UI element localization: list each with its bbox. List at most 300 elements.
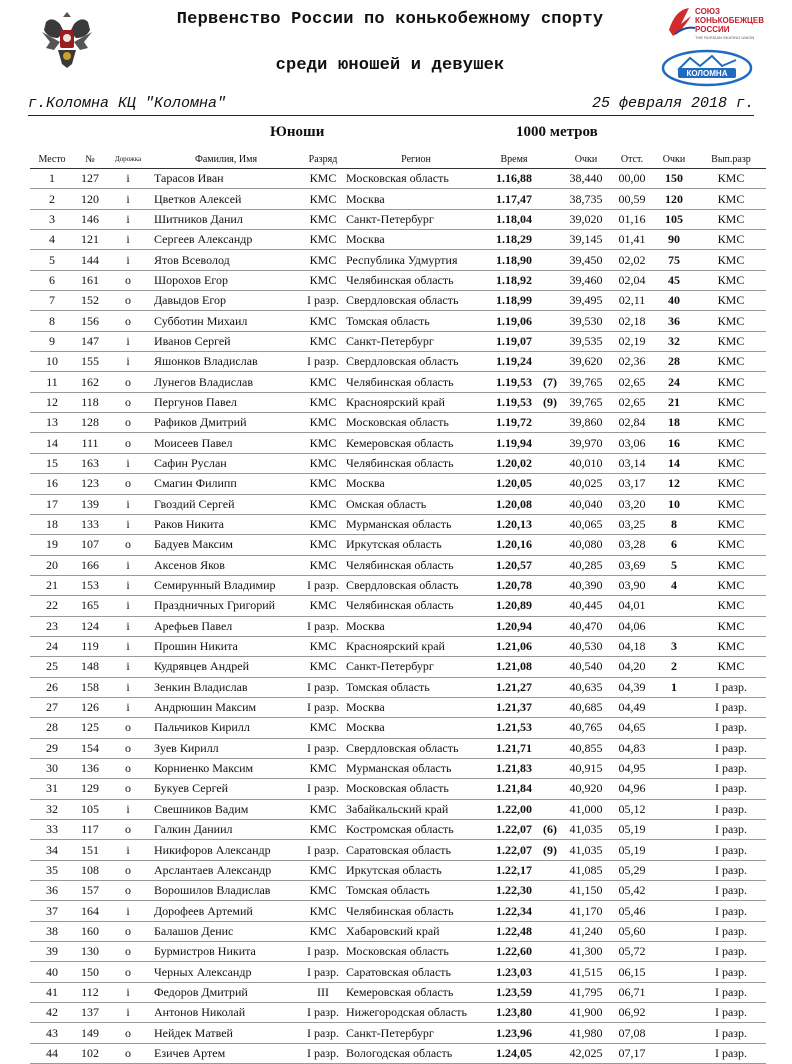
- cell-region: Иркутская область: [344, 535, 488, 555]
- cell-time: 1.20,94: [488, 616, 540, 636]
- col-header-gap: Отст.: [612, 150, 652, 169]
- cell-rank: КМС: [302, 209, 344, 229]
- cell-achieved-rank: КМС: [696, 189, 766, 209]
- cell-points: 40,010: [560, 453, 612, 473]
- col-header-number: №: [74, 150, 106, 169]
- cell-place: 1: [30, 169, 74, 189]
- cell-name: Езичев Артем: [150, 1043, 302, 1063]
- cell-tiebreak: [540, 596, 560, 616]
- cell-points: 39,450: [560, 250, 612, 270]
- cell-score: [652, 982, 696, 1002]
- table-row: [30, 636, 766, 656]
- cell-lane: i: [106, 657, 150, 677]
- cell-name: Яшонков Владислав: [150, 352, 302, 372]
- cell-number: 111: [74, 433, 106, 453]
- cell-number: 126: [74, 697, 106, 717]
- cell-rank: КМС: [302, 820, 344, 840]
- cell-rank: I разр.: [302, 291, 344, 311]
- cell-number: 154: [74, 738, 106, 758]
- table-row: [30, 433, 766, 453]
- table-row: [30, 535, 766, 555]
- cell-tiebreak: [540, 942, 560, 962]
- cell-gap: 04,95: [612, 758, 652, 778]
- cell-place: 7: [30, 291, 74, 311]
- cell-region: Омская область: [344, 494, 488, 514]
- cell-points: 41,795: [560, 982, 612, 1002]
- cell-points: 41,035: [560, 820, 612, 840]
- cell-region: Москва: [344, 616, 488, 636]
- cell-tiebreak: [540, 799, 560, 819]
- cell-achieved-rank: КМС: [696, 311, 766, 331]
- cell-rank: КМС: [302, 758, 344, 778]
- cell-time: 1.22,60: [488, 942, 540, 962]
- col-header-tiebreak: [540, 150, 560, 169]
- cell-number: 127: [74, 169, 106, 189]
- cell-time: 1.22,30: [488, 881, 540, 901]
- table-row: [30, 453, 766, 473]
- cell-number: 157: [74, 881, 106, 901]
- cell-lane: i: [106, 169, 150, 189]
- cell-gap: 03,14: [612, 453, 652, 473]
- cell-achieved-rank: I разр.: [696, 1003, 766, 1023]
- cell-points: 41,035: [560, 840, 612, 860]
- cell-time: 1.19,53: [488, 392, 540, 412]
- cell-region: Свердловская область: [344, 738, 488, 758]
- cell-name: Сафин Руслан: [150, 453, 302, 473]
- cell-rank: КМС: [302, 514, 344, 534]
- cell-gap: 04,96: [612, 779, 652, 799]
- cell-number: 164: [74, 901, 106, 921]
- cell-region: Челябинская область: [344, 270, 488, 290]
- cell-score: 14: [652, 453, 696, 473]
- cell-name: Смагин Филипп: [150, 474, 302, 494]
- cell-number: 136: [74, 758, 106, 778]
- cell-number: 155: [74, 352, 106, 372]
- cell-name: Кудрявцев Андрей: [150, 657, 302, 677]
- col-header-name: Фамилия, Имя: [150, 150, 302, 169]
- cell-score: [652, 1043, 696, 1063]
- cell-gap: 02,02: [612, 250, 652, 270]
- cell-place: 40: [30, 962, 74, 982]
- cell-lane: i: [106, 514, 150, 534]
- cell-rank: I разр.: [302, 962, 344, 982]
- cell-gap: 06,15: [612, 962, 652, 982]
- cell-achieved-rank: I разр.: [696, 799, 766, 819]
- cell-rank: КМС: [302, 921, 344, 941]
- cell-points: 41,515: [560, 962, 612, 982]
- cell-gap: 02,11: [612, 291, 652, 311]
- cell-rank: КМС: [302, 331, 344, 351]
- cell-region: Санкт-Петербург: [344, 331, 488, 351]
- cell-region: Свердловская область: [344, 291, 488, 311]
- cell-name: Зуев Кирилл: [150, 738, 302, 758]
- results-body: [30, 169, 766, 1064]
- cell-points: 39,495: [560, 291, 612, 311]
- cell-score: [652, 718, 696, 738]
- cell-score: 120: [652, 189, 696, 209]
- cell-rank: КМС: [302, 535, 344, 555]
- cell-points: 40,685: [560, 697, 612, 717]
- cell-rank: КМС: [302, 555, 344, 575]
- col-header-place: Место: [30, 150, 74, 169]
- cell-score: 21: [652, 392, 696, 412]
- cell-achieved-rank: I разр.: [696, 820, 766, 840]
- cell-gap: 02,84: [612, 413, 652, 433]
- table-row: [30, 596, 766, 616]
- cell-time: 1.22,00: [488, 799, 540, 819]
- cell-rank: III: [302, 982, 344, 1002]
- cell-tiebreak: [540, 1003, 560, 1023]
- cell-time: 1.20,57: [488, 555, 540, 575]
- cell-points: 38,735: [560, 189, 612, 209]
- cell-time: 1.22,17: [488, 860, 540, 880]
- cell-score: 1: [652, 677, 696, 697]
- cell-score: 150: [652, 169, 696, 189]
- cell-achieved-rank: КМС: [696, 514, 766, 534]
- cell-tiebreak: [540, 1023, 560, 1043]
- cell-region: Москва: [344, 230, 488, 250]
- cell-place: 35: [30, 860, 74, 880]
- table-row: [30, 494, 766, 514]
- table-row: [30, 881, 766, 901]
- cell-tiebreak: [540, 413, 560, 433]
- cell-achieved-rank: КМС: [696, 392, 766, 412]
- cell-score: [652, 738, 696, 758]
- cell-place: 22: [30, 596, 74, 616]
- cell-lane: o: [106, 942, 150, 962]
- cell-achieved-rank: КМС: [696, 250, 766, 270]
- cell-place: 33: [30, 820, 74, 840]
- cell-gap: 04,20: [612, 657, 652, 677]
- cell-rank: КМС: [302, 860, 344, 880]
- table-row: [30, 860, 766, 880]
- cell-region: Санкт-Петербург: [344, 1023, 488, 1043]
- cell-tiebreak: (9): [540, 392, 560, 412]
- cell-achieved-rank: КМС: [696, 616, 766, 636]
- cell-points: 40,080: [560, 535, 612, 555]
- cell-name: Тарасов Иван: [150, 169, 302, 189]
- table-row: [30, 250, 766, 270]
- cell-score: 3: [652, 636, 696, 656]
- table-row: [30, 718, 766, 738]
- cell-rank: КМС: [302, 718, 344, 738]
- cell-tiebreak: [540, 494, 560, 514]
- table-row: [30, 738, 766, 758]
- cell-name: Моисеев Павел: [150, 433, 302, 453]
- arena-logo-text: КОЛОМНА: [686, 69, 728, 78]
- union-logo-text-4: THE RUSSIAN SKATING UNION: [695, 35, 755, 40]
- cell-tiebreak: [540, 657, 560, 677]
- cell-gap: 04,06: [612, 616, 652, 636]
- skating-union-logo: [665, 4, 765, 42]
- table-row: [30, 799, 766, 819]
- cell-place: 2: [30, 189, 74, 209]
- cell-rank: I разр.: [302, 616, 344, 636]
- event-date: 25 февраля 2018 г.: [591, 95, 754, 112]
- cell-points: 40,470: [560, 616, 612, 636]
- cell-rank: КМС: [302, 596, 344, 616]
- table-row: [30, 413, 766, 433]
- cell-number: 125: [74, 718, 106, 738]
- cell-place: 24: [30, 636, 74, 656]
- cell-place: 8: [30, 311, 74, 331]
- cell-achieved-rank: КМС: [696, 331, 766, 351]
- distance-label: 1000 метров: [516, 124, 598, 140]
- cell-region: Красноярский край: [344, 392, 488, 412]
- table-row: [30, 169, 766, 189]
- cell-score: [652, 921, 696, 941]
- cell-time: 1.22,48: [488, 921, 540, 941]
- cell-time: 1.16,88: [488, 169, 540, 189]
- cell-place: 27: [30, 697, 74, 717]
- cell-place: 21: [30, 575, 74, 595]
- cell-points: 41,240: [560, 921, 612, 941]
- cell-time: 1.18,90: [488, 250, 540, 270]
- cell-number: 146: [74, 209, 106, 229]
- cell-points: 41,900: [560, 1003, 612, 1023]
- cell-time: 1.20,16: [488, 535, 540, 555]
- cell-points: 40,040: [560, 494, 612, 514]
- cell-gap: 05,29: [612, 860, 652, 880]
- cell-lane: i: [106, 901, 150, 921]
- cell-gap: 06,92: [612, 1003, 652, 1023]
- cell-rank: КМС: [302, 657, 344, 677]
- cell-time: 1.20,08: [488, 494, 540, 514]
- cell-achieved-rank: I разр.: [696, 921, 766, 941]
- cell-gap: 01,41: [612, 230, 652, 250]
- cell-time: 1.23,96: [488, 1023, 540, 1043]
- cell-number: 107: [74, 535, 106, 555]
- cell-time: 1.19,07: [488, 331, 540, 351]
- cell-region: Томская область: [344, 881, 488, 901]
- cell-tiebreak: [540, 718, 560, 738]
- cell-lane: i: [106, 494, 150, 514]
- cell-region: Саратовская область: [344, 962, 488, 982]
- cell-gap: 03,28: [612, 535, 652, 555]
- cell-region: Костромская область: [344, 820, 488, 840]
- cell-region: Мурманская область: [344, 514, 488, 534]
- cell-lane: o: [106, 311, 150, 331]
- cell-points: 41,300: [560, 942, 612, 962]
- cell-points: 40,920: [560, 779, 612, 799]
- cell-score: 105: [652, 209, 696, 229]
- cell-number: 160: [74, 921, 106, 941]
- cell-place: 11: [30, 372, 74, 392]
- union-logo-text-3: РОССИИ: [695, 25, 730, 34]
- cell-place: 42: [30, 1003, 74, 1023]
- cell-time: 1.18,29: [488, 230, 540, 250]
- cell-number: 156: [74, 311, 106, 331]
- cell-name: Шитников Данил: [150, 209, 302, 229]
- cell-gap: 05,19: [612, 840, 652, 860]
- cell-time: 1.20,02: [488, 453, 540, 473]
- cell-tiebreak: [540, 636, 560, 656]
- cell-number: 166: [74, 555, 106, 575]
- cell-place: 3: [30, 209, 74, 229]
- cell-rank: КМС: [302, 189, 344, 209]
- union-logo-text-2: КОНЬКОБЕЖЦЕВ: [695, 16, 765, 25]
- cell-region: Вологодская область: [344, 1043, 488, 1063]
- cell-region: Челябинская область: [344, 555, 488, 575]
- cell-time: 1.20,89: [488, 596, 540, 616]
- cell-gap: 03,20: [612, 494, 652, 514]
- table-row: [30, 270, 766, 290]
- cell-name: Галкин Даниил: [150, 820, 302, 840]
- cell-score: 24: [652, 372, 696, 392]
- cell-region: Саратовская область: [344, 840, 488, 860]
- cell-name: Давыдов Егор: [150, 291, 302, 311]
- table-row: [30, 697, 766, 717]
- cell-lane: i: [106, 352, 150, 372]
- cell-time: 1.21,84: [488, 779, 540, 799]
- cell-lane: o: [106, 372, 150, 392]
- cell-achieved-rank: I разр.: [696, 697, 766, 717]
- table-row: [30, 758, 766, 778]
- cell-number: 158: [74, 677, 106, 697]
- cell-tiebreak: [540, 575, 560, 595]
- cell-rank: I разр.: [302, 1043, 344, 1063]
- cell-lane: o: [106, 820, 150, 840]
- cell-number: 118: [74, 392, 106, 412]
- cell-region: Санкт-Петербург: [344, 657, 488, 677]
- cell-gap: 05,42: [612, 881, 652, 901]
- cell-rank: КМС: [302, 433, 344, 453]
- col-header-points: Очки: [560, 150, 612, 169]
- cell-score: 5: [652, 555, 696, 575]
- cell-rank: I разр.: [302, 1003, 344, 1023]
- cell-region: Московская область: [344, 942, 488, 962]
- table-row: [30, 921, 766, 941]
- cell-region: Московская область: [344, 779, 488, 799]
- cell-tiebreak: [540, 677, 560, 697]
- cell-tiebreak: [540, 758, 560, 778]
- table-row: [30, 392, 766, 412]
- cell-tiebreak: [540, 1043, 560, 1063]
- cell-points: 40,285: [560, 555, 612, 575]
- cell-name: Субботин Михаил: [150, 311, 302, 331]
- cell-number: 144: [74, 250, 106, 270]
- cell-rank: КМС: [302, 453, 344, 473]
- cell-score: [652, 779, 696, 799]
- cell-time: 1.19,94: [488, 433, 540, 453]
- cell-score: 12: [652, 474, 696, 494]
- table-row: [30, 982, 766, 1002]
- cell-tiebreak: [540, 616, 560, 636]
- cell-time: 1.21,53: [488, 718, 540, 738]
- cell-tiebreak: (6): [540, 820, 560, 840]
- cell-name: Ворошилов Владислав: [150, 881, 302, 901]
- cell-rank: КМС: [302, 494, 344, 514]
- cell-rank: КМС: [302, 474, 344, 494]
- cell-score: [652, 616, 696, 636]
- cell-score: [652, 596, 696, 616]
- cell-lane: i: [106, 596, 150, 616]
- table-row: [30, 352, 766, 372]
- cell-time: 1.18,92: [488, 270, 540, 290]
- cell-score: [652, 962, 696, 982]
- cell-rank: I разр.: [302, 779, 344, 799]
- cell-achieved-rank: КМС: [696, 596, 766, 616]
- cell-name: Сергеев Александр: [150, 230, 302, 250]
- cell-rank: I разр.: [302, 738, 344, 758]
- table-row: [30, 189, 766, 209]
- cell-place: 15: [30, 453, 74, 473]
- cell-region: Московская область: [344, 413, 488, 433]
- cell-region: Челябинская область: [344, 901, 488, 921]
- cell-place: 16: [30, 474, 74, 494]
- venue: г.Коломна КЦ "Коломна": [28, 95, 227, 112]
- cell-place: 38: [30, 921, 74, 941]
- cell-tiebreak: [540, 230, 560, 250]
- cell-name: Гвоздий Сергей: [150, 494, 302, 514]
- cell-place: 17: [30, 494, 74, 514]
- cell-number: 108: [74, 860, 106, 880]
- cell-score: [652, 697, 696, 717]
- cell-time: 1.18,99: [488, 291, 540, 311]
- cell-tiebreak: [540, 311, 560, 331]
- cell-rank: КМС: [302, 901, 344, 921]
- cell-tiebreak: [540, 962, 560, 982]
- cell-gap: 02,19: [612, 331, 652, 351]
- cell-achieved-rank: КМС: [696, 352, 766, 372]
- cell-points: 39,535: [560, 331, 612, 351]
- cell-score: 90: [652, 230, 696, 250]
- cell-time: 1.19,24: [488, 352, 540, 372]
- cell-number: 151: [74, 840, 106, 860]
- cell-number: 133: [74, 514, 106, 534]
- cell-lane: i: [106, 575, 150, 595]
- cell-number: 102: [74, 1043, 106, 1063]
- cell-number: 147: [74, 331, 106, 351]
- cell-score: 10: [652, 494, 696, 514]
- cell-rank: КМС: [302, 881, 344, 901]
- cell-place: 31: [30, 779, 74, 799]
- cell-lane: i: [106, 982, 150, 1002]
- kolomna-arena-logo: [660, 48, 754, 88]
- table-row: [30, 291, 766, 311]
- cell-number: 123: [74, 474, 106, 494]
- cell-tiebreak: [540, 291, 560, 311]
- cell-number: 165: [74, 596, 106, 616]
- cell-place: 4: [30, 230, 74, 250]
- cell-achieved-rank: I разр.: [696, 718, 766, 738]
- cell-name: Свешников Вадим: [150, 799, 302, 819]
- cell-achieved-rank: КМС: [696, 230, 766, 250]
- cell-score: 4: [652, 575, 696, 595]
- cell-time: 1.20,05: [488, 474, 540, 494]
- cell-gap: 04,01: [612, 596, 652, 616]
- cell-tiebreak: [540, 189, 560, 209]
- cell-achieved-rank: I разр.: [696, 901, 766, 921]
- cell-name: Иванов Сергей: [150, 331, 302, 351]
- venue-date-line: [28, 95, 754, 113]
- cell-gap: 07,08: [612, 1023, 652, 1043]
- cell-time: 1.22,07: [488, 820, 540, 840]
- cell-name: Шорохов Егор: [150, 270, 302, 290]
- cell-score: 16: [652, 433, 696, 453]
- table-row: [30, 901, 766, 921]
- cell-tiebreak: [540, 982, 560, 1002]
- cell-place: 26: [30, 677, 74, 697]
- page-subtitle: среди юношей и девушек: [275, 56, 505, 75]
- cell-points: 39,460: [560, 270, 612, 290]
- cell-points: 41,150: [560, 881, 612, 901]
- cell-number: 121: [74, 230, 106, 250]
- cell-tiebreak: [540, 514, 560, 534]
- cell-achieved-rank: I разр.: [696, 942, 766, 962]
- cell-place: 36: [30, 881, 74, 901]
- cell-region: Кемеровская область: [344, 982, 488, 1002]
